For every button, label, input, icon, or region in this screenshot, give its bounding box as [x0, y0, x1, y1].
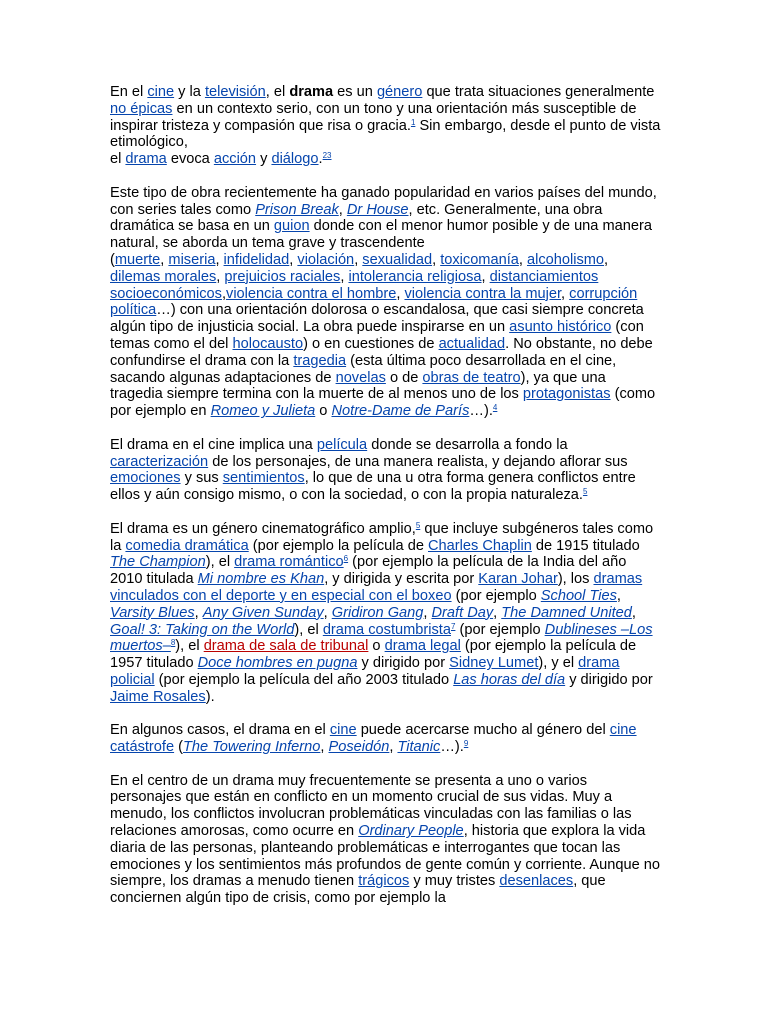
link-cine[interactable]: cine	[329, 722, 357, 739]
reference-link[interactable]: 5	[582, 487, 588, 497]
text-run: y	[256, 151, 272, 168]
text-run: , etc. Generalmente, una obra dramática se basa en un	[110, 201, 603, 235]
link-sentimientos[interactable]: sentimientos	[222, 470, 305, 487]
link-mi-nombre-es-khan[interactable]	[198, 571, 325, 587]
italic-title: Gridiron Gang	[331, 604, 424, 621]
text-run: puede acercarse mucho al género del	[356, 722, 610, 739]
article-body	[110, 84, 662, 924]
link-romeo-y-julieta[interactable]	[211, 403, 316, 419]
text-run: .	[318, 151, 323, 168]
text-run: ,	[604, 251, 609, 268]
italic-title: Prison Break	[255, 201, 339, 218]
text-run: El drama es un género cinematográfico amplio,	[110, 520, 416, 537]
text-run: donde se desarrolla a fondo la	[367, 436, 568, 453]
link-varsity-blues[interactable]	[110, 605, 195, 621]
reference-link[interactable]: 6	[343, 554, 349, 564]
link-emociones[interactable]: emociones	[110, 470, 181, 487]
link-alcoholismo[interactable]: alcoholismo	[526, 251, 605, 268]
italic-title: Ordinary People	[358, 823, 464, 840]
text-run: (por ejemplo la película de 1957 titulado	[110, 638, 637, 672]
text-run: ,	[561, 285, 570, 302]
italic-title: Any Given Sunday	[202, 604, 324, 621]
link-novelas[interactable]: novelas	[335, 369, 386, 386]
italic-title: School Ties	[540, 587, 617, 604]
link-poseidon[interactable]	[329, 739, 390, 755]
text-run: de 1915 titulado	[531, 537, 640, 554]
text-run: ,	[481, 268, 490, 285]
text-run: ,	[194, 604, 203, 621]
paragraph-1	[110, 84, 662, 168]
italic-title: The Champion	[110, 554, 206, 571]
link-drama-de-sala-de-tribunal[interactable]: drama de sala de tribunal	[203, 638, 369, 655]
text-run: , que conciernen algún tipo de crisis, como por ejemplo la	[110, 873, 606, 907]
text-run: . No obstante, no debe confundirse el drama con la	[110, 335, 653, 369]
link-goal-3-taking-on-the-world[interactable]	[110, 622, 294, 638]
text-run: ,	[493, 604, 502, 621]
text-run: (por ejemplo la película de	[248, 537, 428, 554]
text-run: , lo que de una u otra forma genera conflictos entre ellos y aún consigo mismo, o con la sociedad, o con la propia naturaleza.	[110, 470, 636, 504]
text-run: ), y el	[538, 655, 579, 672]
link-sidney-lumet[interactable]: Sidney Lumet	[449, 655, 539, 672]
text-run: (por ejemplo	[455, 621, 545, 638]
link-tragicos[interactable]: trágicos	[358, 873, 410, 890]
link-desenlaces[interactable]: desenlaces	[499, 873, 574, 890]
link-violencia-contra-la-mujer[interactable]: violencia contra la mujer	[404, 285, 562, 302]
link-charles-chaplin[interactable]: Charles Chaplin	[428, 537, 532, 554]
link-sexualidad[interactable]: sexualidad	[362, 251, 433, 268]
link-doce-hombres-en-pugna[interactable]	[198, 655, 358, 671]
text-run: y dirigido por	[565, 671, 653, 688]
text-run: ,	[215, 251, 224, 268]
text-run: ,	[320, 739, 329, 756]
link-dilemas-morales[interactable]: dilemas morales	[110, 268, 217, 285]
text-run: que trata situaciones generalmente	[422, 84, 655, 100]
link-drama[interactable]: drama	[125, 151, 167, 168]
link-guion[interactable]: guion	[273, 218, 310, 235]
text-run: ,	[216, 268, 225, 285]
text-run: ), ya que una tragedia siempre termina con la muerte de al menos uno de los	[110, 369, 606, 403]
italic-title: Goal! 3: Taking on the World	[110, 621, 295, 638]
text-run: ,	[221, 285, 227, 302]
link-karan-johar[interactable]: Karan Johar	[478, 571, 558, 588]
text-run: ,	[323, 604, 332, 621]
text-run: (esta última poco desarrollada en el cine, sacando algunas adaptaciones de	[110, 352, 617, 386]
text-run: o	[368, 638, 385, 655]
italic-title: Dublineses –Los muertos–	[110, 621, 653, 655]
italic-title: Romeo y Julieta	[210, 403, 316, 420]
link-toxicomania[interactable]: toxicomanía	[440, 251, 519, 268]
text-run: ,	[616, 587, 621, 604]
text-run: y dirigido por	[357, 655, 450, 672]
text-run: ,	[631, 604, 636, 621]
reference-superscript	[583, 487, 587, 496]
link-titanic[interactable]	[397, 739, 440, 755]
reference-link[interactable]: 1	[410, 117, 416, 127]
italic-title: The Towering Inferno	[183, 739, 321, 756]
link-television[interactable]: televisión	[204, 84, 266, 100]
text-run: , el	[265, 84, 290, 100]
text-run: ,	[340, 268, 349, 285]
link-asunto-historico[interactable]: asunto histórico	[509, 319, 612, 336]
text-run: Este tipo de obra recientemente ha ganado popularidad en varios países del mundo, con series tales como	[110, 184, 657, 218]
text-run: ,	[396, 285, 405, 302]
link-the-champion[interactable]	[110, 554, 206, 570]
text-run: es un	[333, 84, 377, 100]
link-las-horas-del-dia[interactable]	[453, 672, 565, 688]
italic-title: Titanic	[397, 739, 441, 756]
paragraph-4	[110, 521, 662, 706]
link-intolerancia-religiosa[interactable]: intolerancia religiosa	[348, 268, 482, 285]
text-run: donde con el menor humor posible y de una manera natural, se aborda un tema grave y trascendente	[110, 218, 652, 252]
italic-title: Dr House	[346, 201, 409, 218]
text-run: El drama en el cine implica una	[110, 436, 317, 453]
link-dramas-vinculados-con-el-deporte-y-en-es[interactable]: dramas vinculados con el deporte y en especial con el boxeo	[110, 571, 643, 604]
link-no-epicas[interactable]: no épicas	[110, 100, 173, 117]
text-run: En el	[110, 84, 148, 100]
link-violacion[interactable]: violación	[297, 251, 355, 268]
reference-link[interactable]: 5	[415, 520, 421, 530]
bold-term: drama	[289, 84, 334, 100]
link-muerte[interactable]: muerte	[114, 251, 161, 268]
link-dialogo[interactable]: diálogo	[271, 151, 319, 168]
text-run: …).	[440, 739, 464, 756]
text-run: ), los	[557, 571, 594, 588]
text-run: y muy tristes	[409, 873, 500, 890]
link-caracterizacion[interactable]: caracterización	[110, 453, 209, 470]
link-tragedia[interactable]: tragedia	[293, 352, 347, 369]
text-run: ,	[289, 251, 298, 268]
text-run: ,	[389, 739, 398, 756]
text-run: o de	[385, 369, 423, 386]
reference-superscript	[327, 151, 331, 160]
link-drama-policial[interactable]: drama policial	[110, 655, 620, 688]
link-obras-de-teatro[interactable]: obras de teatro	[422, 369, 521, 386]
text-run: En algunos casos, el drama en el	[110, 722, 330, 739]
italic-title: Las horas del día	[453, 671, 566, 688]
link-genero[interactable]: género	[376, 84, 423, 100]
text-run: ).	[205, 688, 215, 705]
italic-title: Notre-Dame de París	[331, 403, 470, 420]
text-run: ,	[338, 201, 347, 218]
text-run: en un contexto serio, con un tono y una orientación más susceptible de inspirar tristeza y compasión que risa o gracia.	[110, 100, 637, 134]
text-run: (por ejemplo	[451, 587, 541, 604]
text-run: ), el	[294, 621, 323, 638]
text-run: evoca	[166, 151, 214, 168]
link-the-damned-united[interactable]	[501, 605, 632, 621]
link-actualidad[interactable]: actualidad	[438, 335, 506, 352]
link-dr-house[interactable]	[347, 202, 409, 218]
italic-title: The Damned United	[501, 604, 632, 621]
text-run: (	[174, 739, 184, 756]
text-run: de los personajes, de una manera realista, y dejando aflorar sus	[208, 453, 628, 470]
paragraph-2	[110, 185, 662, 420]
text-run: ,	[423, 604, 432, 621]
link-prejuicios-raciales[interactable]: prejuicios raciales	[224, 268, 341, 285]
text-run: (	[110, 251, 115, 268]
reference-link[interactable]: 9	[463, 739, 469, 749]
text-run: y sus	[180, 470, 223, 487]
link-ordinary-people[interactable]	[358, 823, 463, 839]
text-run: ), el	[175, 638, 204, 655]
reference-link[interactable]: 4	[492, 403, 498, 413]
link-miseria[interactable]: miseria	[168, 251, 216, 268]
link-cine-catastrofe[interactable]: cine catástrofe	[110, 722, 637, 756]
text-run: (por ejemplo la película del año 2003 titulado	[154, 671, 454, 688]
text-run: , historia que explora la vida diaria de las personas, planteando problemáticas e interrogantes que tocan las emociones y los sentimientos más profundos de gente común y corriente. Aunque no siempre, los dramas a menudo tienen	[110, 823, 661, 890]
text-run: , y dirigida y escrita por	[324, 571, 479, 588]
link-cine[interactable]: cine	[147, 84, 175, 100]
link-drama-costumbrista[interactable]: drama costumbrista	[322, 621, 451, 638]
text-run: o	[315, 403, 332, 420]
link-jaime-rosales[interactable]: Jaime Rosales	[110, 688, 206, 705]
link-draft-day[interactable]	[432, 605, 494, 621]
italic-title: Draft Day	[431, 604, 494, 621]
italic-title: Mi nombre es Khan	[197, 571, 325, 588]
reference-link[interactable]: 8	[170, 638, 176, 648]
paragraph-5	[110, 722, 662, 756]
link-drama-romantico[interactable]: drama romántico	[234, 554, 344, 571]
paragraph-6	[110, 773, 662, 907]
reference-link[interactable]: 2	[322, 151, 328, 161]
text-run: (con temas como el del	[110, 319, 644, 352]
text-run: el	[110, 151, 126, 168]
link-corrupcion-politica[interactable]: corrupción política	[110, 285, 638, 319]
text-run: ,	[518, 251, 527, 268]
italic-title: Poseidón	[328, 739, 390, 756]
text-run: En el centro de un drama muy frecuentemente se presenta a uno o varios personajes que están en conflicto en un momento crucial de sus vidas. Muy a menudo, los conflictos involucran problemáticas vinculadas con las familias o las relaciones amorosas, como ocurre en	[110, 772, 632, 840]
text-run: (como por ejemplo en	[110, 386, 656, 420]
italic-title: Varsity Blues	[110, 604, 195, 621]
text-run: ,	[432, 251, 441, 268]
link-any-given-sunday[interactable]	[203, 605, 324, 621]
reference-link[interactable]: 3	[327, 151, 332, 161]
text-run: Sin embargo, desde el punto de vista etimológico,	[110, 117, 661, 151]
text-run: ,	[354, 251, 363, 268]
text-run: y la	[174, 84, 205, 100]
link-distanciamientos-socioeconomicos[interactable]: distanciamientos socioeconómicos	[110, 268, 599, 302]
link-holocausto[interactable]: holocausto	[232, 335, 304, 352]
link-violencia-contra-el-hombre[interactable]: violencia contra el hombre	[226, 285, 397, 302]
italic-title: Doce hombres en pugna	[197, 655, 358, 672]
link-drama-legal[interactable]: drama legal	[384, 638, 461, 655]
reference-superscript	[493, 403, 497, 412]
link-prison-break[interactable]	[255, 202, 339, 218]
link-school-ties[interactable]	[541, 588, 617, 604]
text-run: ) o en cuestiones de	[303, 335, 439, 352]
text-run: que incluye subgéneros tales como la	[110, 520, 654, 554]
reference-link[interactable]: 7	[450, 621, 456, 631]
paragraph-3	[110, 437, 662, 504]
link-infidelidad[interactable]: infidelidad	[223, 251, 290, 268]
link-accion[interactable]: acción	[213, 151, 257, 168]
link-comedia-dramatica[interactable]: comedia dramática	[125, 537, 249, 554]
text-run: ,	[160, 251, 169, 268]
text-run: …) con una orientación dolorosa o escandalosa, que casi siempre concreta algún tipo de injusticia social. La obra puede inspirarse en un	[110, 302, 644, 336]
text-run: ), el	[205, 554, 235, 571]
link-the-towering-inferno[interactable]	[183, 739, 320, 755]
text-run: (por ejemplo la película de la India del año 2010 titulada	[110, 554, 627, 588]
link-protagonistas[interactable]: protagonistas	[522, 386, 611, 403]
reference-superscript	[464, 739, 468, 748]
link-pelicula[interactable]: película	[316, 436, 368, 453]
text-run: …).	[469, 403, 493, 420]
link-notre-dame-de-paris[interactable]	[331, 403, 469, 419]
link-gridiron-gang[interactable]	[332, 605, 424, 621]
